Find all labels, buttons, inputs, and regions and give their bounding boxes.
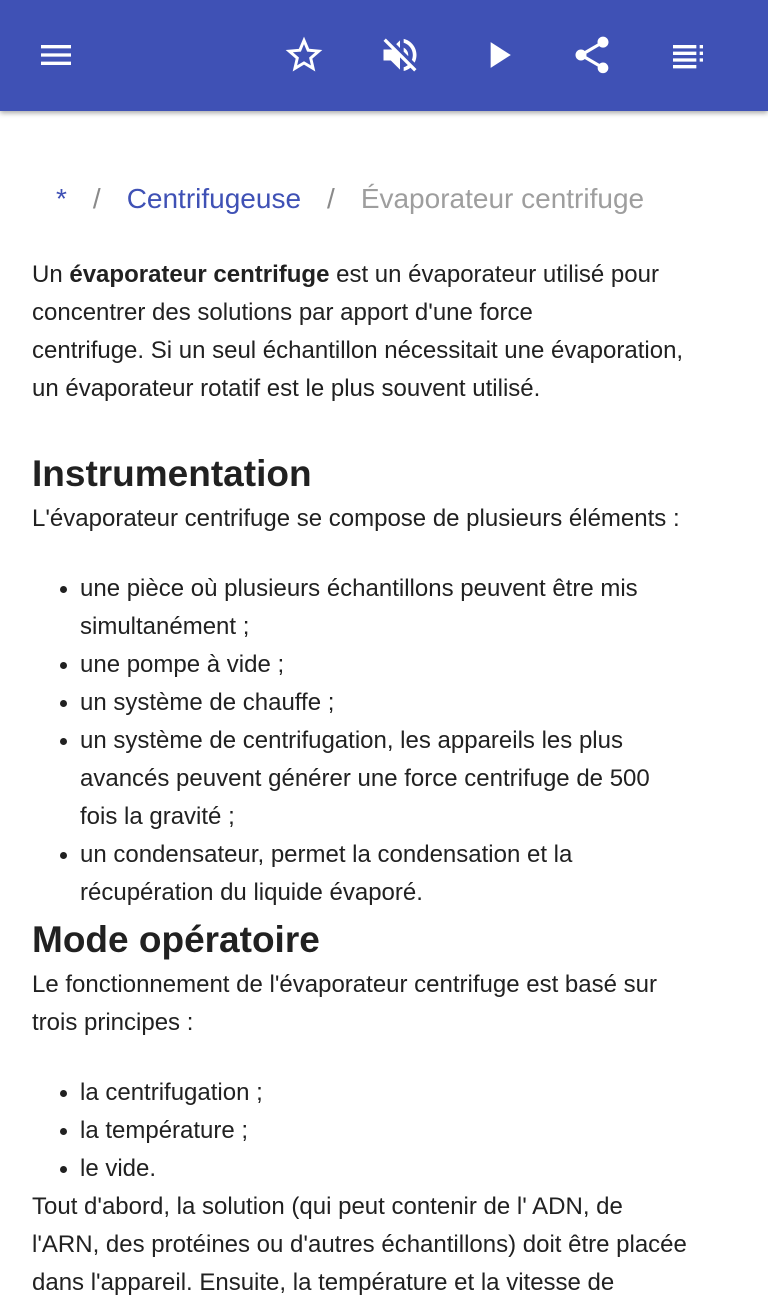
intro-text: Un [32,261,70,288]
favorite-button[interactable] [276,27,332,83]
breadcrumb-separator: / [92,183,101,214]
mode-lead: Le fonctionnement de l'évaporateur centrifuge est basé sur trois principes : [32,971,657,1036]
list-item: • le vide. [80,1150,744,1188]
share-button[interactable] [564,27,620,83]
breadcrumb-separator: / [327,183,335,214]
star-outline-icon [282,33,326,77]
breadcrumb [56,179,644,219]
list-item: • un condensateur, permet la condensation et la récupération du liquide évaporé. [80,836,744,912]
play-button[interactable] [470,27,526,83]
section-heading-mode: Mode opératoire [32,919,320,960]
volume-off-icon [378,33,422,77]
mode-paragraph: Tout d'abord, la solution (qui peut contenir de l' ADN, de l'ARN, des protéines ou d'autres échantillons) doit être placée dans l'appareil. Ensuite, la température et la vitesse de [32,1193,687,1296]
sound-toggle-button[interactable] [372,27,428,83]
instrumentation-list [32,570,744,912]
share-icon [570,33,614,77]
app-toolbar [0,0,768,111]
list-item: • un système de chauffe ; [80,684,744,722]
list-item: • un système de centrifugation, les appareils les plus avancés peuvent générer une force centrifuge de 500 fois la gravité ; [80,722,744,836]
mode-list [32,1074,744,1188]
breadcrumb-current: Évaporateur centrifuge [360,183,645,214]
menu-icon [36,35,76,75]
list-item: • la température ; [80,1112,744,1150]
section-heading-instrumentation: Instrumentation [32,453,312,494]
intro-text: centrifuge. Si un seul échantillon nécessitait une évaporation, [32,337,684,364]
play-icon [476,33,520,77]
menu-button[interactable] [28,27,84,83]
article-view [0,111,768,1296]
table-of-contents-button[interactable] [660,27,716,83]
intro-paragraph [32,256,744,408]
breadcrumb-root-link[interactable]: * [56,183,67,214]
intro-text: est un évaporateur utilisé pour [329,261,659,288]
intro-text: un évaporateur rotatif est le plus souvent utilisé. [32,375,541,402]
intro-term: évaporateur centrifuge [69,261,330,288]
intro-text: concentrer des solutions par apport d'une force [32,299,533,326]
table-of-contents-icon [668,35,708,75]
list-item: • une pièce où plusieurs échantillons peuvent être mis simultanément ; [80,570,744,646]
list-item: • une pompe à vide ; [80,646,744,684]
breadcrumb-parent-link[interactable]: Centrifugeuse [126,183,302,214]
article-body [32,256,744,1302]
instrumentation-lead: L'évaporateur centrifuge se compose de plusieurs éléments : [32,505,680,532]
list-item: • la centrifugation ; [80,1074,744,1112]
